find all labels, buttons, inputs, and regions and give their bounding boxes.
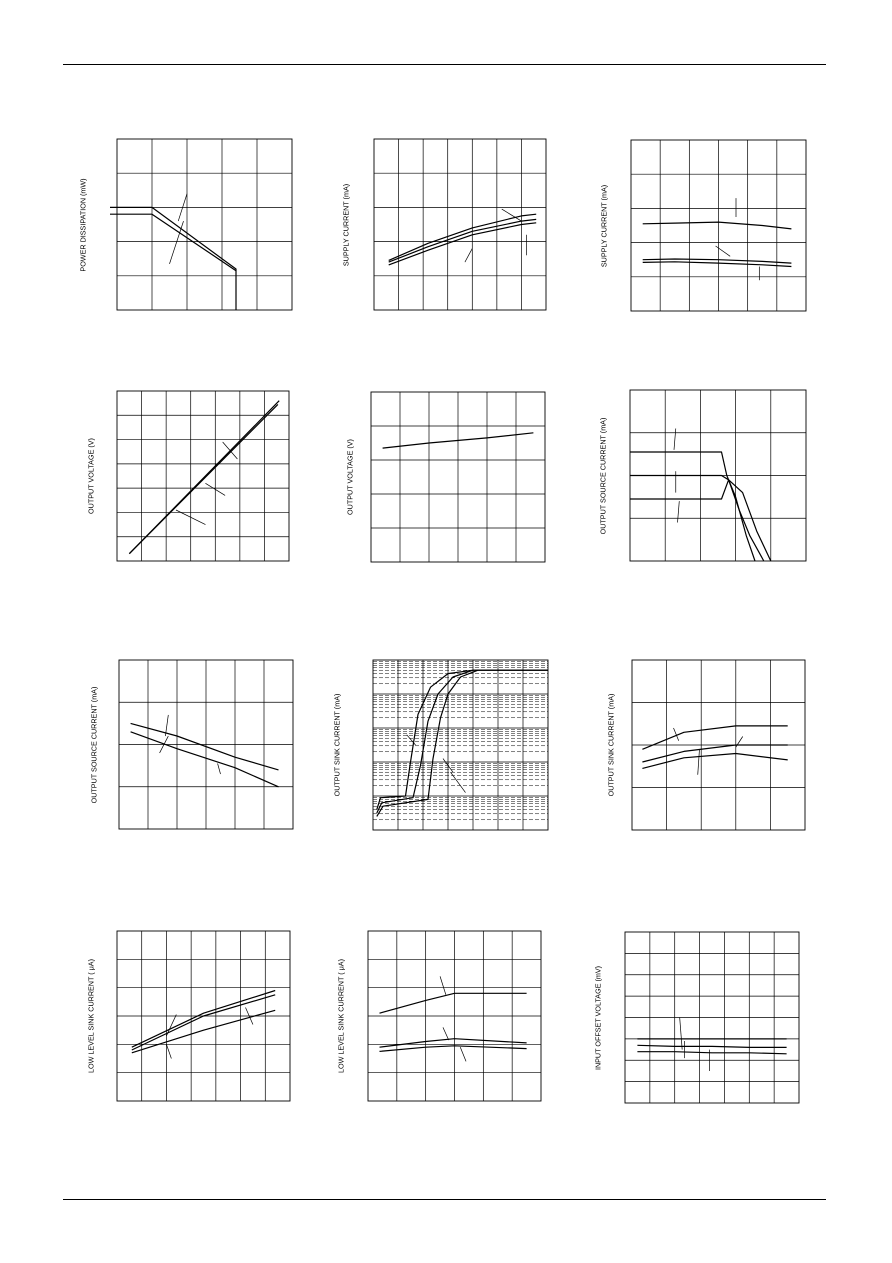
series-line-2 <box>131 732 279 787</box>
y-axis-label: SUPPLY CURRENT (mA) <box>341 183 351 266</box>
leader-line <box>451 772 466 792</box>
y-axis-label: OUTPUT VOLTAGE (V) <box>345 439 355 515</box>
chart-4 <box>117 391 289 561</box>
series-line-3 <box>377 670 548 816</box>
series-line-1 <box>132 991 275 1048</box>
chart-2 <box>374 139 546 310</box>
chart-12 <box>625 932 799 1103</box>
leader-line <box>465 248 472 262</box>
leader-line <box>680 1018 682 1050</box>
leader-line <box>460 1047 466 1061</box>
y-axis-label: INPUT OFFSET VOLTAGE (mV) <box>593 965 603 1070</box>
chart-10 <box>117 931 290 1101</box>
series-line-1 <box>131 723 279 770</box>
leader-line <box>166 1044 171 1058</box>
y-axis-label: OUTPUT SINK CURRENT (mA) <box>606 693 616 797</box>
y-axis-label: LOW LEVEL SINK CURRENT ( μA) <box>336 959 346 1073</box>
plot-frame <box>373 660 548 830</box>
y-axis-label: OUTPUT VOLTAGE (V) <box>86 438 96 514</box>
series-line-2 <box>129 404 278 553</box>
series-line-2 <box>377 670 548 813</box>
series-line-3 <box>132 1010 275 1053</box>
leader-line <box>674 428 676 449</box>
leader-line <box>218 764 221 775</box>
series-line-1 <box>380 993 527 1013</box>
chart-3 <box>631 140 806 311</box>
series-line-3 <box>642 754 787 769</box>
y-axis-label: SUPPLY CURRENT (mA) <box>599 184 609 267</box>
chart-6 <box>630 390 806 561</box>
series-line-3 <box>637 1052 786 1054</box>
y-axis-label: OUTPUT SOURCE CURRENT (mA) <box>598 417 608 534</box>
leader-line <box>443 1027 449 1040</box>
leader-line <box>716 246 731 256</box>
y-axis-label: LOW LEVEL SINK CURRENT ( μA) <box>86 959 96 1073</box>
series-line-2 <box>389 223 537 265</box>
leader-line <box>440 976 446 994</box>
chart-7 <box>119 660 293 829</box>
series-line-1 <box>642 726 787 749</box>
y-axis-label: OUTPUT SOURCE CURRENT (mA) <box>89 686 99 803</box>
series-line-2 <box>132 995 275 1050</box>
series-line-1 <box>630 452 755 561</box>
chart-11 <box>368 931 541 1101</box>
y-axis-label: POWER DISSIPATION (mW) <box>78 177 88 272</box>
series-line-2 <box>637 1045 786 1047</box>
leader-line <box>698 749 700 775</box>
leader-line <box>166 1015 176 1036</box>
chart-1 <box>110 139 292 310</box>
chart-9 <box>632 660 805 830</box>
y-axis-label: OUTPUT SINK CURRENT (mA) <box>332 693 342 797</box>
series-line-3 <box>643 262 792 267</box>
leader-line <box>678 501 680 522</box>
chart-5 <box>371 392 545 562</box>
series-line-3 <box>380 1046 527 1052</box>
series-line-2 <box>642 745 787 762</box>
leader-line <box>502 209 522 221</box>
chart-8 <box>373 660 548 830</box>
series-line-1 <box>643 222 792 229</box>
plot-frame <box>117 139 292 310</box>
